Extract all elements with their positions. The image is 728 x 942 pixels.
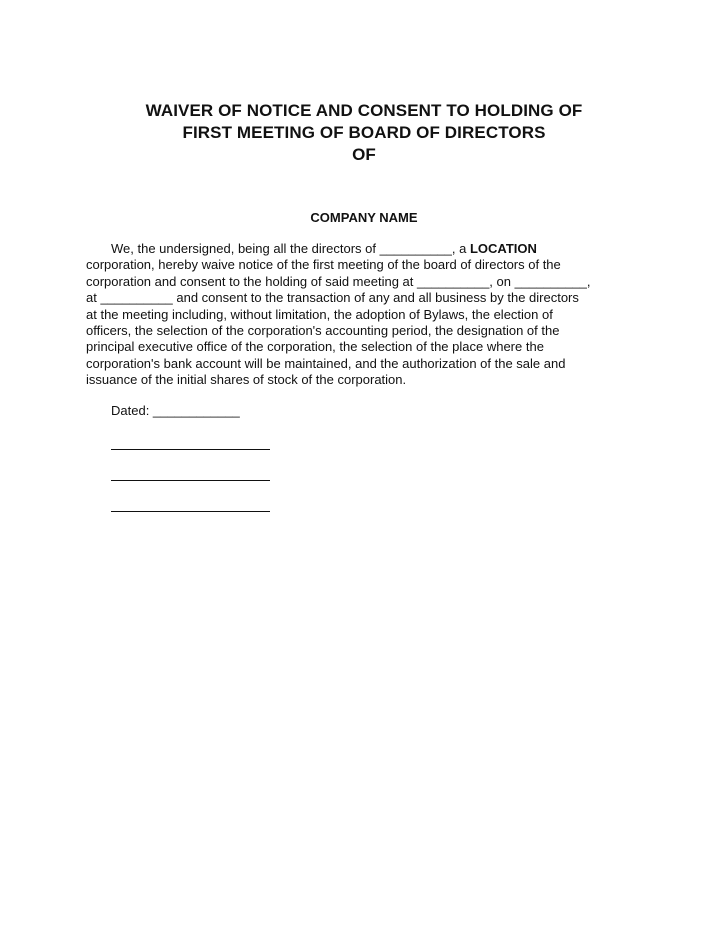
paragraph-line-6: officers, the selection of the corporation's accounting period, the designation of the <box>86 323 560 339</box>
waiver-paragraph <box>86 241 646 389</box>
location-placeholder: LOCATION <box>469 241 537 256</box>
signature-line-1 <box>111 449 270 450</box>
document-title <box>86 100 642 166</box>
paragraph-line-1 <box>86 241 646 257</box>
dated-field: Dated: ____________ <box>111 403 240 418</box>
paragraph-line-9: issuance of the initial shares of stock of the corporation. <box>86 372 407 388</box>
paragraph-line-1-text: We, the undersigned, being all the directors of __________, a <box>111 241 470 256</box>
paragraph-line-2: corporation, hereby waive notice of the first meeting of the board of directors of the <box>86 257 561 273</box>
company-name: COMPANY NAME <box>310 210 418 225</box>
paragraph-line-8: corporation's bank account will be maintained, and the authorization of the sale and <box>86 355 566 371</box>
paragraph-line-5: at the meeting including, without limitation, the adoption of Bylaws, the election of <box>86 306 553 322</box>
paragraph-line-7: principal executive office of the corporation, the selection of the place where the <box>86 339 544 355</box>
signature-line-2 <box>111 480 270 481</box>
title-line-1: WAIVER OF NOTICE AND CONSENT TO HOLDING OF <box>145 101 583 120</box>
title-line-2: FIRST MEETING OF BOARD OF DIRECTORS <box>182 123 546 142</box>
paragraph-line-4: at __________ and consent to the transaction of any and all business by the directors <box>86 290 579 306</box>
title-line-3: OF <box>352 145 376 164</box>
paragraph-line-3: corporation and consent to the holding of said meeting at __________, on __________, <box>86 273 591 289</box>
signature-line-3 <box>111 511 270 512</box>
